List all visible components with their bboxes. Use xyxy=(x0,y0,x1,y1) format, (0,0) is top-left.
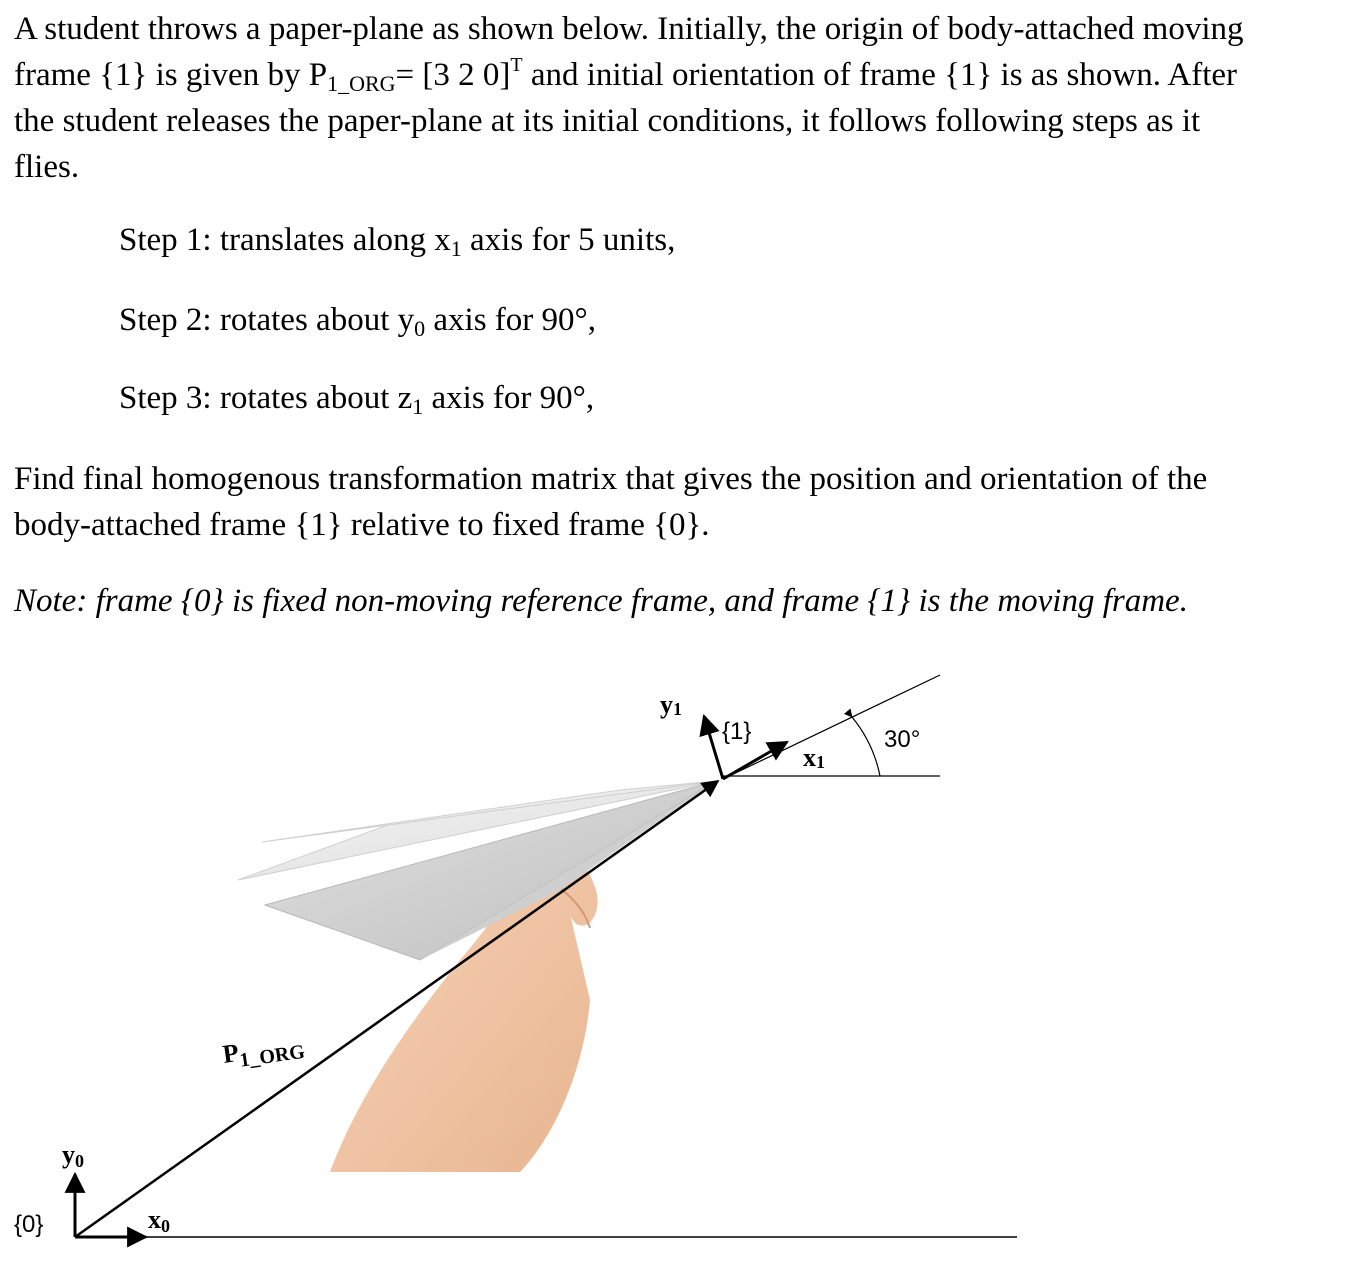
x1-label-text: x xyxy=(803,743,816,772)
y0-label-sub: 0 xyxy=(75,1151,84,1171)
frame1-label: {1} xyxy=(722,718,752,745)
question-line-2: body-attached frame {1} relative to fixed frame {0}. xyxy=(14,507,710,543)
p1-org-label-sub: 1_ORG xyxy=(238,1040,307,1072)
intro-line-2-part-b: = [3 2 0] xyxy=(395,57,511,93)
x0-label-sub: 0 xyxy=(161,1216,170,1236)
angle-label: 30° xyxy=(884,726,921,753)
p1-org-subscript: 1_ORG xyxy=(327,71,396,96)
transpose-superscript: T xyxy=(510,54,523,76)
y0-label xyxy=(62,1140,84,1171)
frame0-label: {0} xyxy=(14,1211,44,1238)
step-3-prefix: Step 3: rotates about z xyxy=(119,380,413,416)
p1-org-label-text: P xyxy=(220,1038,241,1069)
x1-label-sub: 1 xyxy=(816,752,825,772)
step-1-suffix: axis for 5 units, xyxy=(461,222,676,258)
step-3-suffix: axis for 90°, xyxy=(423,380,595,416)
question-line-1: Find final homogenous transformation matrix that gives the position and orientation of the xyxy=(14,461,1208,497)
intro-line-4: flies. xyxy=(14,149,80,185)
y1-label xyxy=(660,690,682,719)
step-1-subscript: 1 xyxy=(450,236,462,261)
step-2-subscript: 0 xyxy=(414,316,426,341)
x0-label xyxy=(148,1205,170,1236)
step-1-prefix: Step 1: translates along x xyxy=(119,222,451,258)
x1-axis xyxy=(723,742,787,779)
intro-line-1: A student throws a paper-plane as shown below. Initially, the origin of body-attached moving xyxy=(14,11,1244,47)
y1-label-text: y xyxy=(660,690,673,719)
note-text: Note: frame {0} is fixed non-moving reference frame, and frame {1} is the moving frame. xyxy=(14,583,1188,619)
y1-axis xyxy=(704,716,723,779)
angle-arc xyxy=(852,717,880,776)
y0-label-text: y xyxy=(62,1140,75,1169)
intro-line-2-part-c: and initial orientation of frame {1} is as shown. After xyxy=(522,57,1238,93)
x1-label xyxy=(803,743,825,772)
step-2-suffix: axis for 90°, xyxy=(425,302,596,338)
step-2-prefix: Step 2: rotates about y xyxy=(119,302,415,338)
intro-line-3: the student releases the paper-plane at its initial conditions, it follows following steps as it xyxy=(14,103,1201,139)
intro-line-2-part-a: frame {1} is given by P xyxy=(14,57,328,93)
paper-plane xyxy=(238,781,716,960)
step-3-subscript: 1 xyxy=(412,394,424,419)
x0-label-text: x xyxy=(148,1205,161,1234)
p1-org-label xyxy=(221,1029,307,1074)
p1-org-label-group xyxy=(221,1029,307,1074)
y1-label-sub: 1 xyxy=(673,699,682,719)
